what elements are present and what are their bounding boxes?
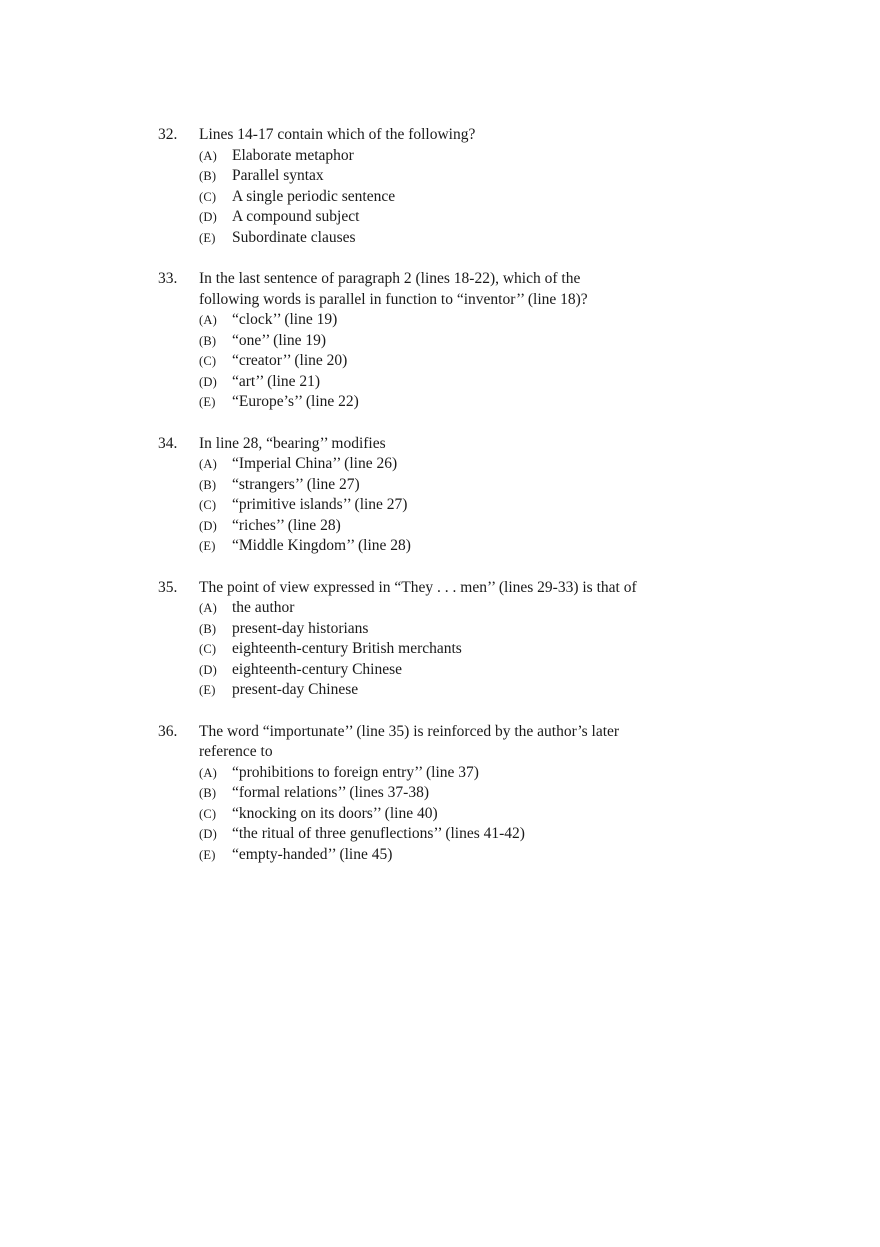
question-stem-text: following words is parallel in function to “inventor’’ (line 18)? <box>199 290 588 308</box>
question-33 <box>158 269 758 413</box>
question-number: 32. <box>158 126 178 143</box>
option-label: (D) <box>199 827 217 841</box>
answer-option <box>158 536 758 557</box>
option-text: “Imperial China’’ (line 26) <box>232 455 398 472</box>
option-label: (B) <box>199 621 217 636</box>
question-stem-text: reference to <box>199 743 273 760</box>
option-label: (D) <box>199 518 217 533</box>
answer-option <box>158 392 758 413</box>
option-text: “creator’’ (line 20) <box>232 352 348 369</box>
question-35 <box>158 578 758 701</box>
option-text: A single periodic sentence <box>232 187 396 205</box>
answer-option <box>158 372 758 393</box>
option-text: “riches’’ (line 28) <box>232 516 341 534</box>
option-text: “Europe’s’’ (line 22) <box>232 393 359 410</box>
question-stem-text: Lines 14-17 contain which of the following? <box>199 126 476 143</box>
option-text: present-day Chinese <box>232 681 359 698</box>
option-text: Subordinate clauses <box>232 228 356 246</box>
question-stem-line <box>158 434 758 455</box>
option-label: (A) <box>199 765 217 780</box>
option-text: the author <box>232 599 295 616</box>
question-number: 36. <box>158 722 178 740</box>
question-32 <box>158 125 758 248</box>
option-text: Elaborate metaphor <box>232 146 354 164</box>
answer-option <box>158 187 758 208</box>
answer-option <box>158 639 758 660</box>
option-text: “formal relations’’ (lines 37-38) <box>232 784 429 801</box>
option-text: present-day historians <box>232 619 369 637</box>
answer-option <box>158 228 758 249</box>
question-stem-text: In the last sentence of paragraph 2 (lines 18-22), which of the <box>199 270 581 287</box>
option-label: (C) <box>199 642 217 656</box>
question-36 <box>158 722 758 866</box>
question-34 <box>158 434 758 557</box>
answer-option <box>158 351 758 372</box>
option-text: “knocking on its doors’’ (line 40) <box>232 804 438 822</box>
answer-option <box>158 454 758 475</box>
option-label: (B) <box>199 333 217 348</box>
question-stem-line <box>158 722 758 743</box>
option-text: “strangers’’ (line 27) <box>232 475 360 493</box>
option-text: “clock’’ (line 19) <box>232 311 338 328</box>
option-label: (E) <box>199 539 216 553</box>
option-label: (B) <box>199 477 217 492</box>
option-label: (E) <box>199 683 216 697</box>
option-label: (C) <box>199 354 217 368</box>
option-text: “empty-handed’’ (line 45) <box>232 845 393 863</box>
option-label: (B) <box>199 169 217 183</box>
question-number: 35. <box>158 578 178 596</box>
option-text: eighteenth-century British merchants <box>232 640 462 657</box>
option-text: “art’’ (line 21) <box>232 372 321 390</box>
answer-option <box>158 763 758 784</box>
answer-option <box>158 824 758 845</box>
option-text: “one’’ (line 19) <box>232 331 327 349</box>
answer-option <box>158 845 758 866</box>
question-stem-line <box>158 742 758 763</box>
question-stem-text: The point of view expressed in “They . . . men’’ (lines 29-33) is that of <box>199 578 637 596</box>
question-number: 33. <box>158 270 178 287</box>
answer-option <box>158 495 758 516</box>
option-label: (A) <box>199 148 217 163</box>
option-label: (A) <box>199 457 217 471</box>
option-label: (C) <box>199 498 217 512</box>
question-stem-line <box>158 290 758 311</box>
option-text: “the ritual of three genuflections’’ (lines 41-42) <box>232 825 525 842</box>
answer-option <box>158 166 758 187</box>
answer-option <box>158 310 758 331</box>
question-stem-text: The word “importunate’’ (line 35) is reinforced by the author’s later <box>199 722 620 740</box>
option-label: (A) <box>199 313 217 327</box>
option-label: (E) <box>199 395 216 409</box>
option-label: (A) <box>199 601 217 615</box>
answer-option <box>158 660 758 681</box>
answer-option <box>158 680 758 701</box>
question-stem-line <box>158 125 758 146</box>
option-label: (D) <box>199 210 217 224</box>
answer-option <box>158 475 758 496</box>
option-text: “primitive islands’’ (line 27) <box>232 496 408 513</box>
option-label: (B) <box>199 786 217 800</box>
answer-option <box>158 146 758 167</box>
question-stem-text: In line 28, “bearing’’ modifies <box>199 434 386 452</box>
option-text: Parallel syntax <box>232 167 324 184</box>
option-label: (C) <box>199 806 217 821</box>
answer-option <box>158 783 758 804</box>
answer-option <box>158 331 758 352</box>
option-label: (D) <box>199 662 217 677</box>
option-text: “Middle Kingdom’’ (line 28) <box>232 537 411 554</box>
option-text: A compound subject <box>232 208 360 225</box>
option-label: (D) <box>199 374 217 389</box>
question-list <box>158 125 758 886</box>
question-stem-line <box>158 578 758 599</box>
question-number: 34. <box>158 434 178 452</box>
option-text: “prohibitions to foreign entry’’ (line 37) <box>232 763 479 781</box>
answer-option <box>158 598 758 619</box>
answer-option <box>158 804 758 825</box>
question-stem-line <box>158 269 758 290</box>
answer-option <box>158 207 758 228</box>
answer-option <box>158 619 758 640</box>
option-label: (C) <box>199 189 217 204</box>
option-label: (E) <box>199 847 216 862</box>
answer-option <box>158 516 758 537</box>
option-text: eighteenth-century Chinese <box>232 660 403 678</box>
option-label: (E) <box>199 230 216 245</box>
